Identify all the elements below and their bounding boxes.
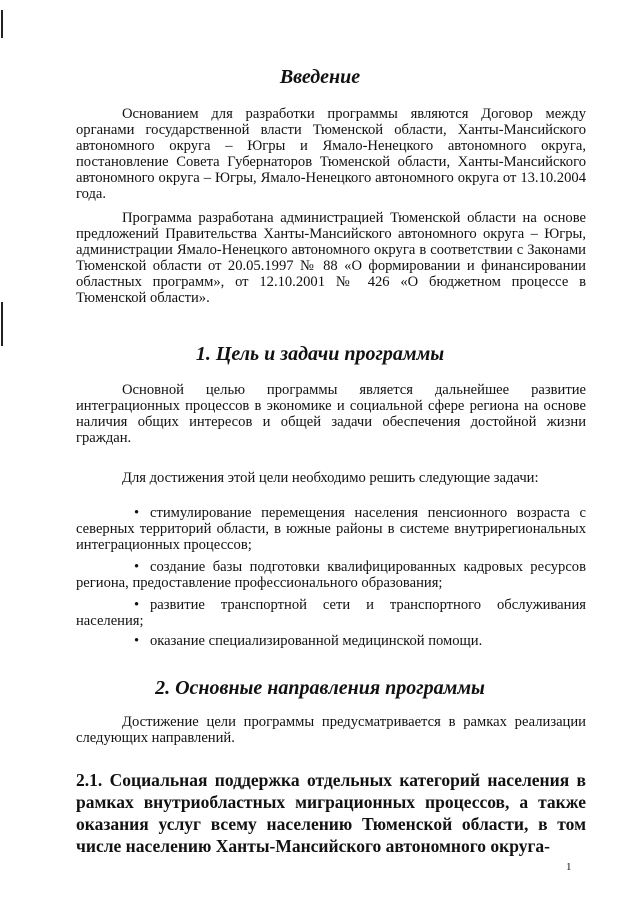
bullet-icon: •	[134, 559, 140, 575]
task-list-item	[76, 597, 586, 629]
task-list-item	[76, 633, 586, 649]
section-1-paragraph-1: Основной целью программы является дальнейшее развитие интеграционных процессов в экономике и социальной сфере региона на основе наличия общих интересов и общей задачи обеспечения достойной жизни граждан.	[76, 382, 586, 446]
bullet-icon: •	[134, 505, 140, 521]
task-text: стимулирование перемещения населения пенсионного возраста с северных территорий области, в южные районы в системе внутрирегиональных интеграционных процессов;	[76, 505, 586, 553]
section-1-paragraph-2: Для достижения этой цели необходимо решить следующие задачи:	[122, 470, 539, 486]
section-1-heading: 1. Цель и задачи программы	[195, 343, 445, 365]
task-text: оказание специализированной медицинской помощи.	[150, 633, 483, 649]
subsection-2-1-heading: 2.1. Социальная поддержка отдельных категорий населения в рамках внутриобластных миграционных процессов, а также оказания услуг всему населению Тюменской области, в том числе населению Ханты-Мансийского автономного округа-	[76, 770, 586, 856]
section-2-paragraph-1: Достижение цели программы предусматривается в рамках реализации следующих направлений.	[76, 714, 586, 746]
intro-heading: Введение	[279, 66, 361, 88]
bullet-icon: •	[134, 633, 140, 649]
intro-paragraph-2: Программа разработана администрацией Тюменской области на основе предложений Правительства Ханты-Мансийского автономного округа – Югры, администрации Ямало-Ненецкого автономного округа в соответствии с Законами Тюменской области от 20.05.1997 № 88 «О формировании и финансировании областных программ», от 12.10.2001 № 426 «О бюджетном процессе в Тюменской области».	[76, 210, 586, 306]
task-list-item	[76, 505, 586, 553]
task-list-item	[76, 559, 586, 591]
section-2-heading: 2. Основные направления программы	[155, 677, 485, 699]
bullet-icon: •	[134, 597, 140, 613]
scan-margin-mark-top	[1, 10, 3, 38]
scan-margin-mark-middle	[1, 302, 3, 346]
task-text: создание базы подготовки квалифицированных кадровых ресурсов региона, предоставление профессионального образования;	[76, 559, 586, 591]
task-text: развитие транспортной сети и транспортного обслуживания населения;	[76, 597, 586, 629]
page-number: 1	[566, 861, 572, 873]
intro-paragraph-1: Основанием для разработки программы являются Договор между органами государственной власти Тюменской области, Ханты-Мансийского автономного округа – Югры и Ямало-Ненецкого автономного округа, постановление Совета Губернаторов Тюменской области, Ханты-Мансийского автономного округа – Югры, Ямало-Ненецкого автономного округа от 13.10.2004 года.	[76, 106, 586, 202]
